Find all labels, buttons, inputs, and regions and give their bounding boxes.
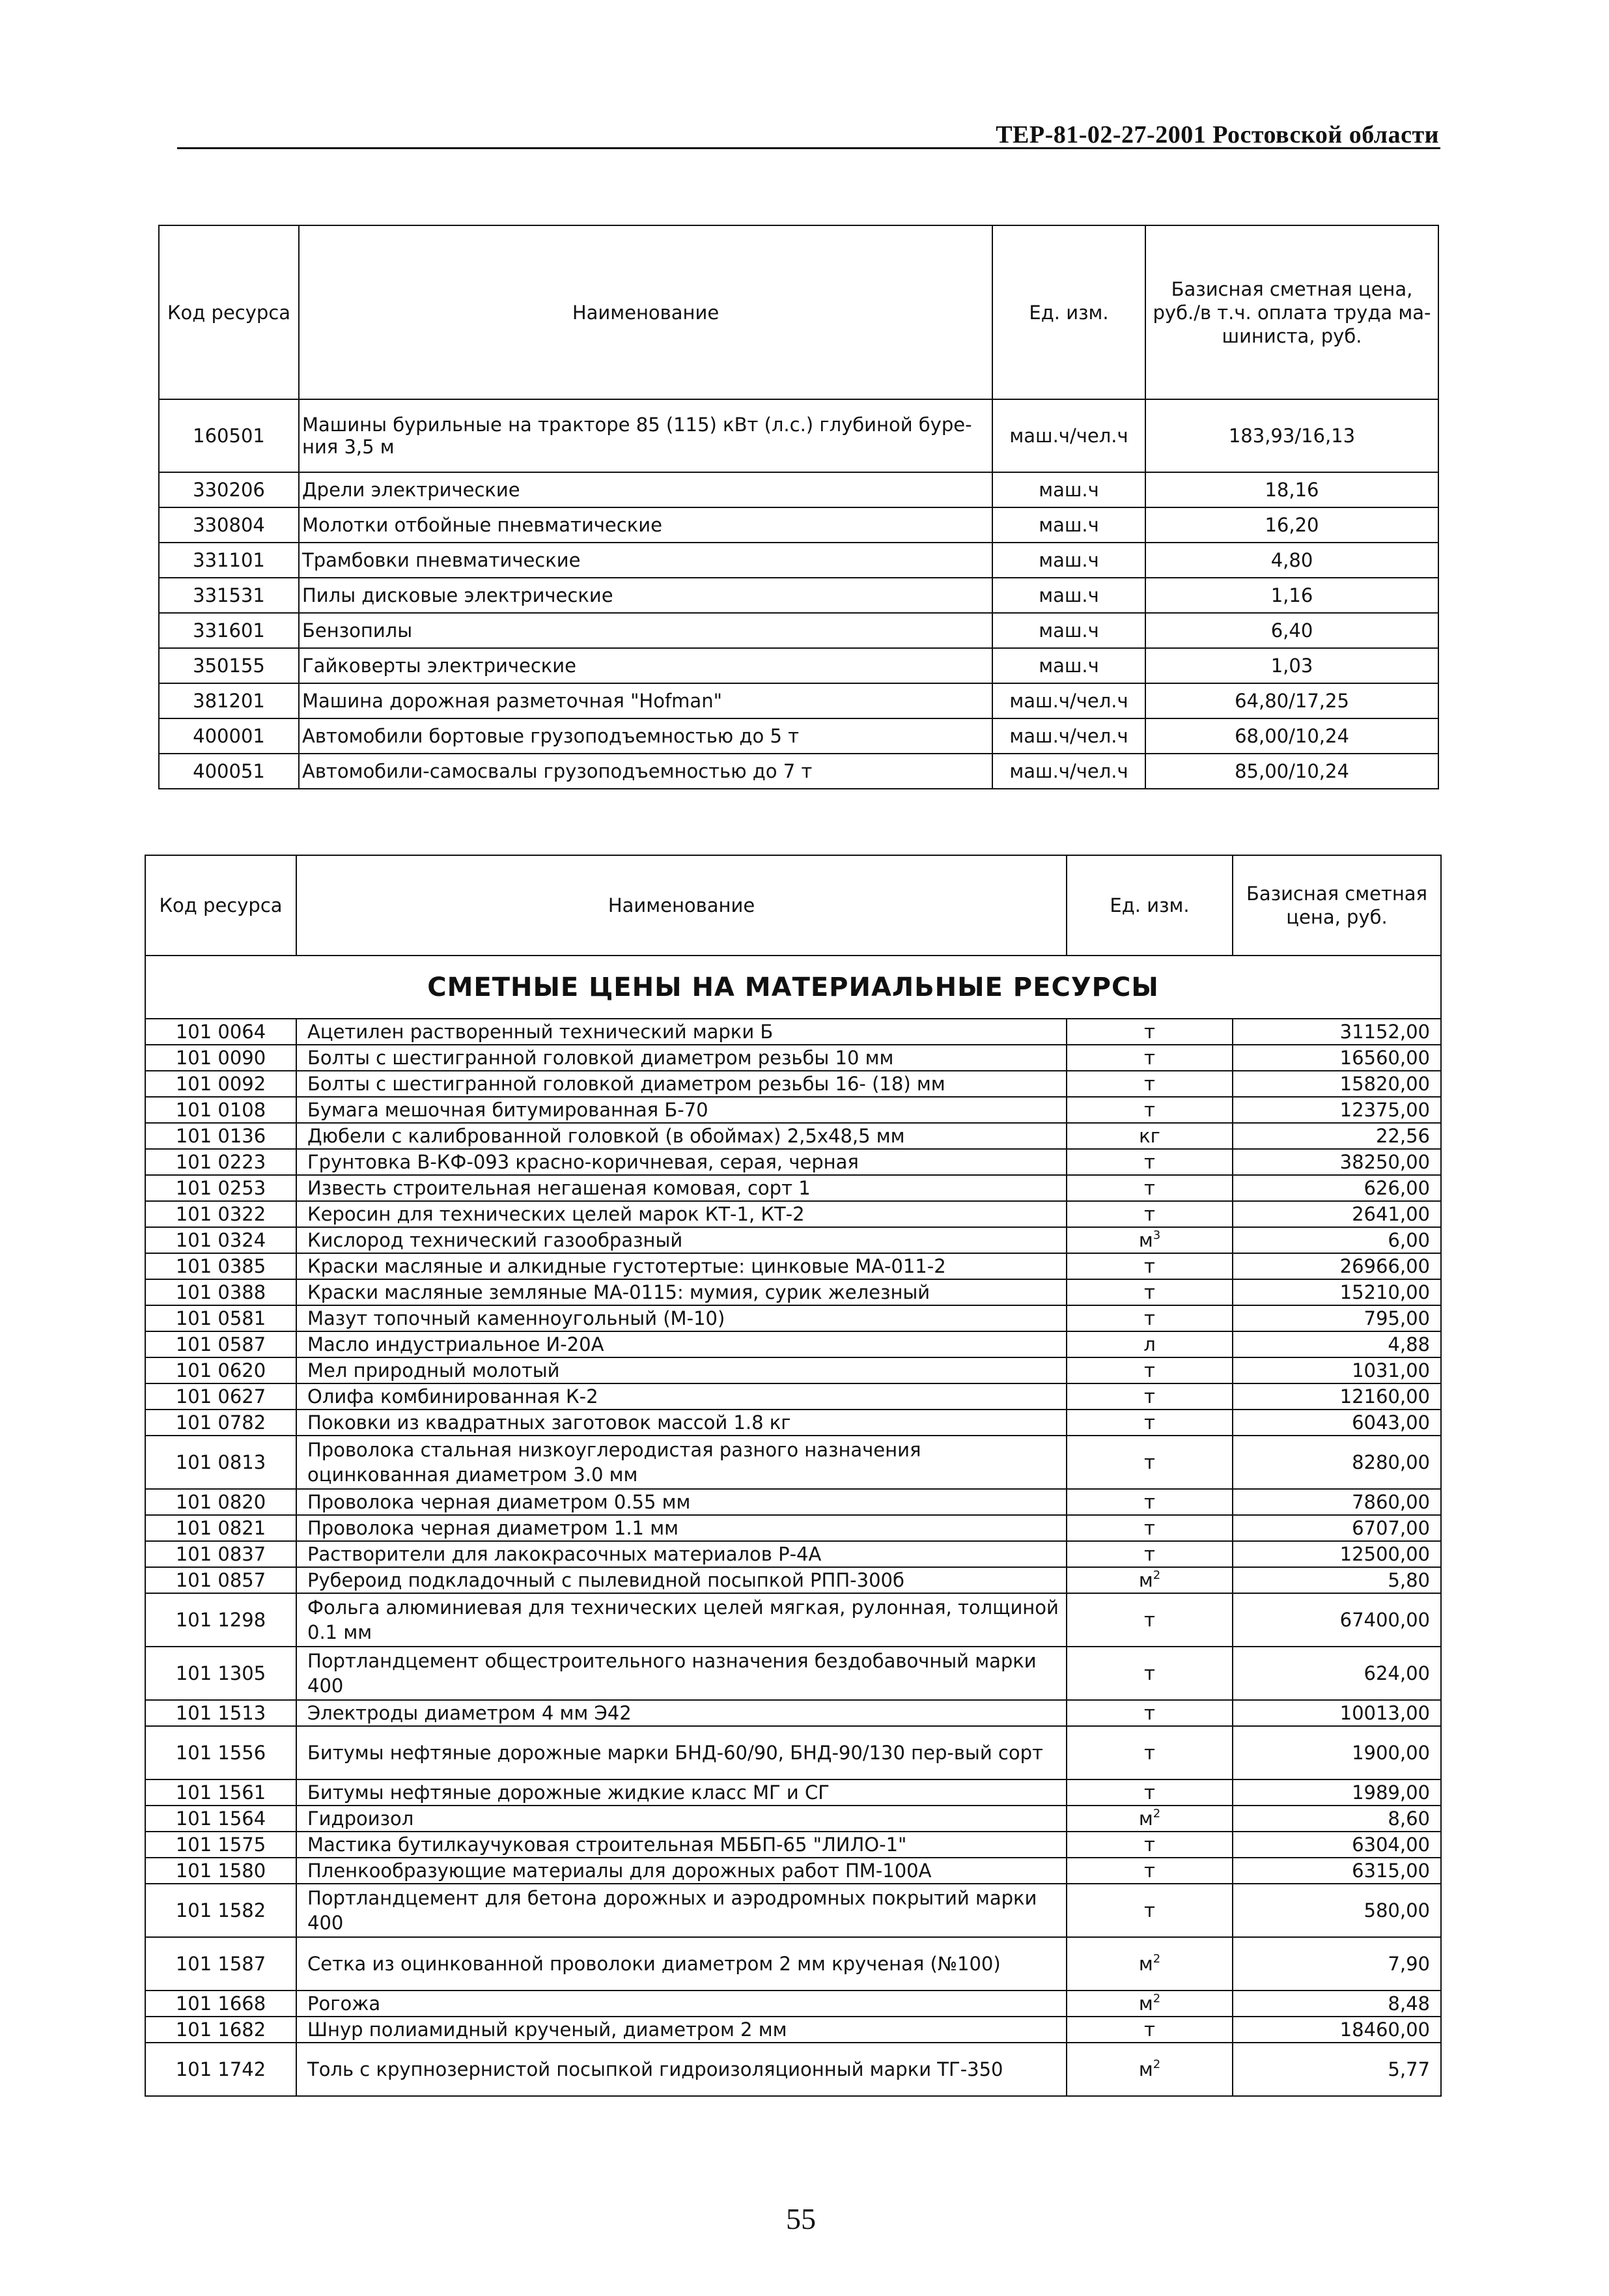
cell-price: 16,20 xyxy=(1145,507,1438,543)
cell-name: Бензопилы xyxy=(299,613,992,648)
cell-price: 7,90 xyxy=(1233,1937,1441,1991)
cell-code: 101 1305 xyxy=(145,1647,296,1700)
cell-unit xyxy=(1067,2043,1233,2096)
table-row xyxy=(145,1779,1441,1806)
cell-price: 6707,00 xyxy=(1233,1515,1441,1541)
table-row xyxy=(145,1884,1441,1937)
cell-name: Портландцемент общестроительного назначения бездобавочный марки 400 xyxy=(296,1647,1067,1700)
column-header-name: Наименование xyxy=(299,225,992,399)
table-row xyxy=(145,1991,1441,2017)
cell-name: Бумага мешочная битумированная Б-70 xyxy=(296,1097,1067,1123)
cell-name: Болты с шестигранной головкой диаметром резьбы 16- (18) мм xyxy=(296,1071,1067,1097)
document-title: ТЕР-81-02-27-2001 Ростовской области xyxy=(996,121,1439,149)
cell-price: 85,00/10,24 xyxy=(1145,754,1438,789)
cell-name: Проволока черная диаметром 0.55 мм xyxy=(296,1489,1067,1515)
cell-name: Автомобили бортовые грузоподъемностью до 5 т xyxy=(299,718,992,754)
cell-price: 15820,00 xyxy=(1233,1071,1441,1097)
table-row xyxy=(159,683,1438,718)
cell-price: 8280,00 xyxy=(1233,1436,1441,1489)
cell-price: 12500,00 xyxy=(1233,1541,1441,1567)
cell-name: Битумы нефтяные дорожные жидкие класс МГ и СГ xyxy=(296,1779,1067,1806)
unit-exponent: 2 xyxy=(1153,1952,1161,1966)
cell-code: 101 0092 xyxy=(145,1071,296,1097)
table-row xyxy=(159,613,1438,648)
cell-code: 101 0388 xyxy=(145,1279,296,1305)
cell-price: 67400,00 xyxy=(1233,1593,1441,1647)
section-title-row xyxy=(145,956,1441,1019)
column-header-price: Базисная сметная цена, руб./в т.ч. оплата труда ма-шиниста, руб. xyxy=(1145,225,1438,399)
cell-name: Пилы дисковые электрические xyxy=(299,578,992,613)
cell-unit: т xyxy=(1067,1305,1233,1331)
cell-name: Поковки из квадратных заготовок массой 1.8 кг xyxy=(296,1410,1067,1436)
cell-code: 101 0324 xyxy=(145,1227,296,1253)
table-row xyxy=(145,1436,1441,1489)
cell-price: 5,80 xyxy=(1233,1567,1441,1593)
cell-unit: т xyxy=(1067,1700,1233,1726)
table-row xyxy=(145,1383,1441,1410)
cell-unit: т xyxy=(1067,1201,1233,1227)
table-row xyxy=(145,1175,1441,1201)
cell-name: Керосин для технических целей марок КТ-1, КТ-2 xyxy=(296,1201,1067,1227)
cell-name: Мел природный молотый xyxy=(296,1357,1067,1383)
cell-unit: т xyxy=(1067,1779,1233,1806)
cell-unit: маш.ч xyxy=(992,613,1145,648)
column-header-price: Базисная сметная цена, руб. xyxy=(1233,855,1441,956)
table-row xyxy=(145,1357,1441,1383)
cell-name: Автомобили-самосвалы грузоподъемностью до 7 т xyxy=(299,754,992,789)
cell-price: 624,00 xyxy=(1233,1647,1441,1700)
cell-name: Мазут топочный каменноугольный (М-10) xyxy=(296,1305,1067,1331)
cell-name: Молотки отбойные пневматические xyxy=(299,507,992,543)
cell-unit: т xyxy=(1067,1410,1233,1436)
cell-code: 330206 xyxy=(159,472,299,507)
cell-code: 101 0627 xyxy=(145,1383,296,1410)
cell-price: 22,56 xyxy=(1233,1123,1441,1149)
table-row xyxy=(159,718,1438,754)
cell-code: 101 1682 xyxy=(145,2017,296,2043)
cell-code: 101 1575 xyxy=(145,1832,296,1858)
cell-name: Толь с крупнозернистой посыпкой гидроизоляционный марки ТГ-350 xyxy=(296,2043,1067,2096)
cell-unit: т xyxy=(1067,1175,1233,1201)
unit-text: м xyxy=(1138,1229,1153,1251)
cell-unit: т xyxy=(1067,1593,1233,1647)
cell-unit: т xyxy=(1067,1149,1233,1175)
cell-unit: т xyxy=(1067,1045,1233,1071)
cell-unit: т xyxy=(1067,1436,1233,1489)
unit-exponent: 2 xyxy=(1153,1807,1161,1821)
cell-code: 101 1668 xyxy=(145,1991,296,2017)
cell-code: 101 0837 xyxy=(145,1541,296,1567)
cell-unit: т xyxy=(1067,1019,1233,1045)
cell-unit: т xyxy=(1067,1253,1233,1279)
cell-price: 6304,00 xyxy=(1233,1832,1441,1858)
cell-name: Пленкообразующие материалы для дорожных работ ПМ-100А xyxy=(296,1858,1067,1884)
cell-price: 18460,00 xyxy=(1233,2017,1441,2043)
cell-name: Олифа комбинированная К-2 xyxy=(296,1383,1067,1410)
cell-code: 101 0782 xyxy=(145,1410,296,1436)
cell-price: 18,16 xyxy=(1145,472,1438,507)
unit-exponent: 2 xyxy=(1153,2058,1161,2071)
cell-name: Известь строительная негашеная комовая, сорт 1 xyxy=(296,1175,1067,1201)
table-row xyxy=(145,1593,1441,1647)
cell-unit xyxy=(1067,1806,1233,1832)
table-row xyxy=(145,1123,1441,1149)
cell-unit xyxy=(1067,1567,1233,1593)
column-header-code: Код ресурса xyxy=(159,225,299,399)
cell-code: 101 0581 xyxy=(145,1305,296,1331)
cell-code: 101 0820 xyxy=(145,1489,296,1515)
cell-code: 101 0136 xyxy=(145,1123,296,1149)
cell-code: 101 0821 xyxy=(145,1515,296,1541)
cell-unit xyxy=(1067,1227,1233,1253)
cell-code: 101 0385 xyxy=(145,1253,296,1279)
unit-text: м xyxy=(1138,2058,1153,2080)
cell-unit: маш.ч/чел.ч xyxy=(992,718,1145,754)
cell-code: 101 1561 xyxy=(145,1779,296,1806)
cell-unit: т xyxy=(1067,1097,1233,1123)
cell-unit: кг xyxy=(1067,1123,1233,1149)
cell-code: 101 1298 xyxy=(145,1593,296,1647)
cell-name: Мастика бутилкаучуковая строительная МББП-65 "ЛИЛО-1" xyxy=(296,1832,1067,1858)
cell-code: 101 0223 xyxy=(145,1149,296,1175)
cell-code: 101 0090 xyxy=(145,1045,296,1071)
table-row xyxy=(145,1149,1441,1175)
cell-code: 101 0322 xyxy=(145,1201,296,1227)
cell-name: Растворители для лакокрасочных материалов Р-4А xyxy=(296,1541,1067,1567)
table-row xyxy=(145,1937,1441,1991)
cell-price: 6043,00 xyxy=(1233,1410,1441,1436)
cell-name: Рогожа xyxy=(296,1991,1067,2017)
unit-exponent: 2 xyxy=(1153,1992,1161,2005)
table-row xyxy=(145,1410,1441,1436)
column-header-unit: Ед. изм. xyxy=(992,225,1145,399)
unit-text: м xyxy=(1138,1569,1153,1591)
cell-price: 5,77 xyxy=(1233,2043,1441,2096)
cell-unit: маш.ч/чел.ч xyxy=(992,399,1145,472)
cell-price: 8,60 xyxy=(1233,1806,1441,1832)
cell-code: 101 1513 xyxy=(145,1700,296,1726)
cell-code: 330804 xyxy=(159,507,299,543)
cell-name: Трамбовки пневматические xyxy=(299,543,992,578)
cell-price: 1,03 xyxy=(1145,648,1438,683)
cell-price: 12160,00 xyxy=(1233,1383,1441,1410)
page-number: 55 xyxy=(786,2202,816,2235)
cell-code: 331531 xyxy=(159,578,299,613)
cell-price: 26966,00 xyxy=(1233,1253,1441,1279)
cell-price: 1031,00 xyxy=(1233,1357,1441,1383)
materials-header-row xyxy=(145,855,1441,956)
column-header-unit: Ед. изм. xyxy=(1067,855,1233,956)
cell-code: 101 0108 xyxy=(145,1097,296,1123)
cell-unit: маш.ч xyxy=(992,543,1145,578)
table-row xyxy=(145,1858,1441,1884)
table-row xyxy=(145,2017,1441,2043)
cell-unit: т xyxy=(1067,1884,1233,1937)
cell-unit: т xyxy=(1067,1541,1233,1567)
cell-price: 580,00 xyxy=(1233,1884,1441,1937)
cell-name: Фольга алюминиевая для технических целей мягкая, рулонная, толщиной 0.1 мм xyxy=(296,1593,1067,1647)
table-row xyxy=(145,1019,1441,1045)
cell-unit: т xyxy=(1067,1858,1233,1884)
cell-price: 10013,00 xyxy=(1233,1700,1441,1726)
cell-code: 331601 xyxy=(159,613,299,648)
cell-unit: маш.ч xyxy=(992,472,1145,507)
cell-price: 6315,00 xyxy=(1233,1858,1441,1884)
cell-price: 1989,00 xyxy=(1233,1779,1441,1806)
cell-name: Сетка из оцинкованной проволоки диаметром 2 мм крученая (№100) xyxy=(296,1937,1067,1991)
cell-name: Дюбели с калиброванной головкой (в обоймах) 2,5х48,5 мм xyxy=(296,1123,1067,1149)
cell-unit: т xyxy=(1067,1515,1233,1541)
table-row xyxy=(159,754,1438,789)
cell-name: Электроды диаметром 4 мм Э42 xyxy=(296,1700,1067,1726)
cell-code: 101 0064 xyxy=(145,1019,296,1045)
cell-code: 101 0813 xyxy=(145,1436,296,1489)
cell-price: 6,40 xyxy=(1145,613,1438,648)
cell-unit: т xyxy=(1067,1357,1233,1383)
cell-code: 331101 xyxy=(159,543,299,578)
cell-unit: т xyxy=(1067,1832,1233,1858)
cell-price: 8,48 xyxy=(1233,1991,1441,2017)
cell-name: Машина дорожная разметочная "Hofman" xyxy=(299,683,992,718)
cell-price: 15210,00 xyxy=(1233,1279,1441,1305)
cell-unit xyxy=(1067,1991,1233,2017)
table-row xyxy=(145,1097,1441,1123)
table-row xyxy=(159,507,1438,543)
cell-name: Кислород технический газообразный xyxy=(296,1227,1067,1253)
unit-exponent: 3 xyxy=(1153,1228,1161,1242)
table-row xyxy=(145,1201,1441,1227)
cell-name: Гидроизол xyxy=(296,1806,1067,1832)
cell-price: 38250,00 xyxy=(1233,1149,1441,1175)
cell-code: 381201 xyxy=(159,683,299,718)
table-row xyxy=(145,1253,1441,1279)
machines-table xyxy=(158,225,1439,789)
unit-exponent: 2 xyxy=(1153,1568,1161,1582)
column-header-name: Наименование xyxy=(296,855,1067,956)
cell-name: Краски масляные земляные МА-0115: мумия, сурик железный xyxy=(296,1279,1067,1305)
table-row xyxy=(145,1700,1441,1726)
table-row xyxy=(159,648,1438,683)
cell-unit: т xyxy=(1067,1726,1233,1779)
cell-name: Машины бурильные на тракторе 85 (115) кВт (л.с.) глубиной буре-ния 3,5 м xyxy=(299,399,992,472)
cell-name: Битумы нефтяные дорожные марки БНД-60/90, БНД-90/130 пер-вый сорт xyxy=(296,1726,1067,1779)
cell-price: 16560,00 xyxy=(1233,1045,1441,1071)
cell-unit: маш.ч xyxy=(992,648,1145,683)
cell-code: 400001 xyxy=(159,718,299,754)
cell-code: 400051 xyxy=(159,754,299,789)
cell-code: 101 1582 xyxy=(145,1884,296,1937)
cell-unit: маш.ч/чел.ч xyxy=(992,683,1145,718)
table-row xyxy=(145,1647,1441,1700)
unit-text: м xyxy=(1138,1807,1153,1830)
unit-text: м xyxy=(1138,1953,1153,1975)
cell-name: Проволока стальная низкоуглеродистая разного назначения оцинкованная диаметром 3.0 мм xyxy=(296,1436,1067,1489)
table-row xyxy=(159,543,1438,578)
cell-unit: маш.ч/чел.ч xyxy=(992,754,1145,789)
table-row xyxy=(145,1541,1441,1567)
table-row xyxy=(145,1279,1441,1305)
cell-code: 101 0620 xyxy=(145,1357,296,1383)
cell-name: Портландцемент для бетона дорожных и аэродромных покрытий марки 400 xyxy=(296,1884,1067,1937)
cell-price: 183,93/16,13 xyxy=(1145,399,1438,472)
table-row xyxy=(145,1832,1441,1858)
table-row xyxy=(145,1045,1441,1071)
cell-unit: т xyxy=(1067,2017,1233,2043)
table-row xyxy=(159,578,1438,613)
cell-name: Краски масляные и алкидные густотертые: цинковые МА-011-2 xyxy=(296,1253,1067,1279)
cell-name: Шнур полиамидный крученый, диаметром 2 мм xyxy=(296,2017,1067,2043)
cell-code: 101 0253 xyxy=(145,1175,296,1201)
cell-unit xyxy=(1067,1937,1233,1991)
cell-unit: маш.ч xyxy=(992,578,1145,613)
table-row xyxy=(145,1806,1441,1832)
cell-price: 2641,00 xyxy=(1233,1201,1441,1227)
cell-code: 101 1587 xyxy=(145,1937,296,1991)
table-row xyxy=(145,1489,1441,1515)
table-row xyxy=(145,2043,1441,2096)
table-row xyxy=(145,1227,1441,1253)
cell-unit: т xyxy=(1067,1383,1233,1410)
cell-code: 101 0587 xyxy=(145,1331,296,1357)
cell-price: 626,00 xyxy=(1233,1175,1441,1201)
cell-price: 68,00/10,24 xyxy=(1145,718,1438,754)
cell-price: 31152,00 xyxy=(1233,1019,1441,1045)
cell-price: 6,00 xyxy=(1233,1227,1441,1253)
column-header-code: Код ресурса xyxy=(145,855,296,956)
cell-name: Дрели электрические xyxy=(299,472,992,507)
cell-price: 7860,00 xyxy=(1233,1489,1441,1515)
cell-unit: маш.ч xyxy=(992,507,1145,543)
cell-unit: т xyxy=(1067,1647,1233,1700)
cell-name: Грунтовка В-КФ-093 красно-коричневая, серая, черная xyxy=(296,1149,1067,1175)
cell-code: 160501 xyxy=(159,399,299,472)
cell-name: Ацетилен растворенный технический марки Б xyxy=(296,1019,1067,1045)
table-row xyxy=(145,1071,1441,1097)
cell-price: 1900,00 xyxy=(1233,1726,1441,1779)
cell-price: 64,80/17,25 xyxy=(1145,683,1438,718)
section-title: СМЕТНЫЕ ЦЕНЫ НА МАТЕРИАЛЬНЫЕ РЕСУРСЫ xyxy=(145,956,1441,1019)
cell-price: 4,80 xyxy=(1145,543,1438,578)
cell-unit: т xyxy=(1067,1279,1233,1305)
cell-name: Гайковерты электрические xyxy=(299,648,992,683)
cell-price: 12375,00 xyxy=(1233,1097,1441,1123)
cell-code: 101 1556 xyxy=(145,1726,296,1779)
table-row xyxy=(145,1515,1441,1541)
cell-name: Болты с шестигранной головкой диаметром резьбы 10 мм xyxy=(296,1045,1067,1071)
cell-code: 101 1564 xyxy=(145,1806,296,1832)
unit-text: м xyxy=(1138,1992,1153,2015)
cell-code: 350155 xyxy=(159,648,299,683)
cell-name: Масло индустриальное И-20А xyxy=(296,1331,1067,1357)
cell-name: Проволока черная диаметром 1.1 мм xyxy=(296,1515,1067,1541)
cell-code: 101 1742 xyxy=(145,2043,296,2096)
materials-table xyxy=(145,855,1442,2097)
cell-code: 101 1580 xyxy=(145,1858,296,1884)
cell-code: 101 0857 xyxy=(145,1567,296,1593)
table-row xyxy=(145,1726,1441,1779)
table-row xyxy=(145,1331,1441,1357)
cell-unit: т xyxy=(1067,1071,1233,1097)
machines-header-row xyxy=(159,225,1438,399)
cell-name: Рубероид подкладочный с пылевидной посыпкой РПП-300б xyxy=(296,1567,1067,1593)
table-row xyxy=(145,1567,1441,1593)
header-rule xyxy=(177,147,1440,149)
table-row xyxy=(145,1305,1441,1331)
cell-unit: т xyxy=(1067,1489,1233,1515)
table-row xyxy=(159,399,1438,472)
cell-price: 1,16 xyxy=(1145,578,1438,613)
cell-price: 4,88 xyxy=(1233,1331,1441,1357)
table-row xyxy=(159,472,1438,507)
cell-unit: л xyxy=(1067,1331,1233,1357)
cell-price: 795,00 xyxy=(1233,1305,1441,1331)
